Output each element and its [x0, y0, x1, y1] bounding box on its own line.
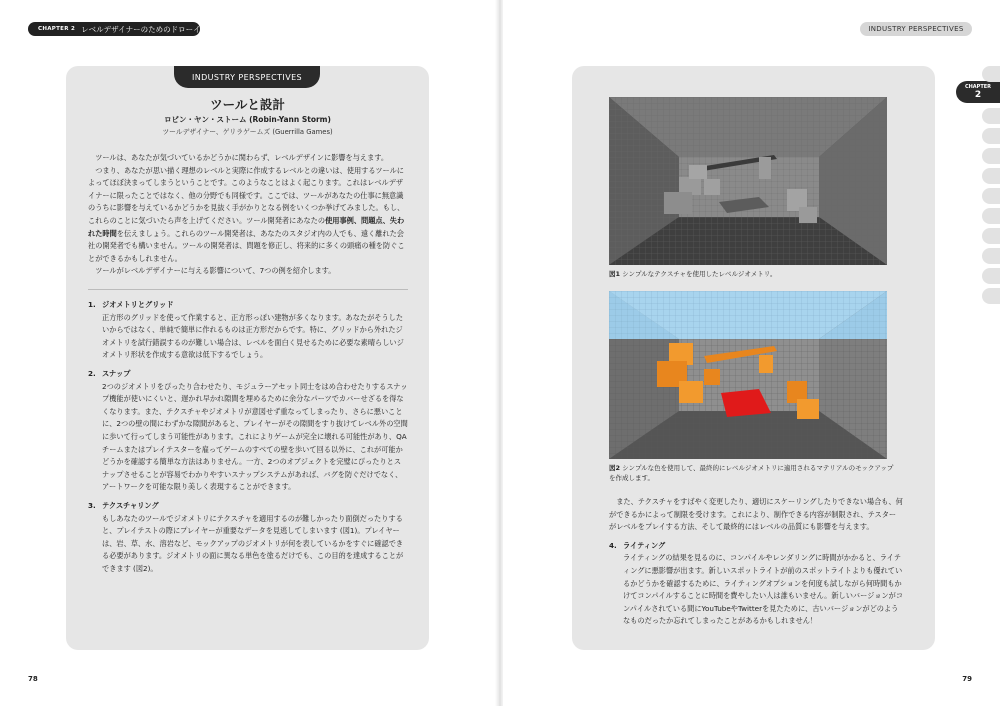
chapter-index-tab: [982, 188, 1000, 204]
list-item: [609, 540, 903, 628]
figure-1-image: [609, 97, 887, 265]
item-body: 正方形のグリッドを使って作業すると、正方形っぽい建物が多くなります。あなたがそうしたいからではなく、単純で簡単に作れるものは正方形だからです。特に、グリッドから外れたジオメトリを試行錯誤するのが難しい場合は、レベルを面白く見せるために必要な素晴らしいジオメトリ形状を作成する意欲は低下するでしょう。: [102, 312, 404, 360]
left-page: [0, 0, 497, 706]
item-title: テクスチャリング: [102, 500, 159, 510]
chapter-index-tab: [982, 288, 1000, 304]
box-tab: INDUSTRY PERSPECTIVES: [174, 66, 320, 88]
industry-perspectives-box-continued: [572, 66, 935, 650]
chapter-header: [28, 22, 216, 36]
item-body: 2つのジオメトリをぴったり合わせたり、モジュラーアセット同士をはめ合わせたりするスナップ機能が使いにくいと、遅かれ早かれ隙間を埋めるために余分なパーツでカバーせざるを得なくなります。また、テクスチャやジオメトリが意図せず重なってしまったり、さらに悪いことに、2つの壁の間にわずかな隙間があると、プレイヤーがその隙間をすり抜けてレベル外の空間に歩いて行ってしまう可能性があります。これによりゲームが完全に壊れる可能性があり、QAチームまたはプレイテスターを雇ってゲームのすべての壁を歩いて回る以外に、これが可能かどうかを確認する簡単な方法はありません。一方、2つのオブジェクトを完璧にぴったりとスナップさせることが容易でわかりやすいスナップシステムがあれば、バグを防ぐだけでなく、アートワークを可能な限り美しく表現することができます。: [102, 381, 408, 492]
chapter-title: レベルデザイナーのためのドローイング: [81, 24, 216, 34]
chapter-index-tab: [982, 268, 1000, 284]
figure-2-caption: 図2 シンプルな色を使用して、最終的にレベルジオメトリに適用されるマテリアルのモックアップを作成します。: [609, 464, 894, 482]
continuation-paragraph: また、テクスチャをすばやく変更したり、適切にスケーリングしたりできない場合も、何ができるかによって制限を受けます。これにより、制作できる内容が制限され、テスターがレベルをプレイする方法、そして最終的にはレベルの品質にも影響を与えます。: [609, 497, 903, 532]
chapter-index-tab: [982, 208, 1000, 224]
chapter-index-tab: [982, 148, 1000, 164]
side-tab-number: 2: [974, 90, 982, 100]
list-item: [88, 500, 408, 576]
item-title: ジオメトリとグリッド: [102, 300, 174, 309]
chapter-index-tab: [982, 108, 1000, 124]
continuation-text: [609, 496, 903, 634]
figure-2-image: [609, 291, 887, 459]
chapter-index-tab: [982, 168, 1000, 184]
divider: [88, 289, 408, 290]
author-affiliation: ツールデザイナー、ゲリラゲームズ (Guerrilla Games): [162, 128, 333, 136]
intro-paragraph: つまり、あなたが思い描く理想のレベルと実際に作成するレベルとの違いは、使用するツールによってほぼ決まってしまうということです。このようなことはよく起こります。これはレベルデザイナーに限ったことではなく、他の分野でも同様です。ここでは、ツールがあなたの仕事に無意識のうちに影響を与えているかどうかを見抜く手がかりとなる例をいくつか挙げてみました。もし、これらのことに気づいたら声を上げてください。ツール開発者にあなたの使用事例、問題点、失われた時間を伝えましょう。これらのツール開発者は、あなたのスタジオ内の人でも、遠く離れた会社の開発者でも構いません。ツールの開発者は、問題を修正し、将来的に多くの頭痛の種を防ぐことができるかもしれません。: [88, 165, 405, 263]
chapter-index-tab: [982, 66, 1000, 82]
chapter-index-tab: [982, 128, 1000, 144]
article-title: ツールと設計: [210, 97, 285, 112]
page-number: 78: [28, 675, 38, 683]
figure-1-caption: 図1 シンプルなテクスチャを使用したレベルジオメトリ。: [609, 270, 777, 278]
item-number: 3.: [88, 500, 96, 510]
list-item: [88, 368, 408, 494]
item-body: ライティングの結果を見るのに、コンパイルやレンダリングに時間がかかると、ライティングに悪影響が出ます。新しいスポットライトが前のスポットライトよりも優れているかどうかを確認するために、ライティングオプションを何度も試しながら何時間もかけてコンパイルすることに時間を費やしたい人は誰もいません。新しいバージョンがコンパイルされている間にYouTubeやTwitterを見たために、古いバージョンがどのようなものだったか忘れてしまったことがあるかもしれません！: [623, 553, 903, 626]
example-list: [88, 299, 408, 581]
right-page: [503, 0, 1000, 706]
item-title: ライティング: [623, 540, 666, 550]
page-number: 79: [962, 675, 972, 683]
chapter-label: CHAPTER 2: [38, 26, 76, 32]
side-tab-label: CHAPTER: [964, 84, 992, 90]
intro-paragraph: ツールがレベルデザイナーに与える影響について、7つの例を紹介します。: [95, 266, 336, 276]
item-body: もしあなたのツールでジオメトリにテクスチャを適用するのが難しかったり面倒だったりすると、プレイテストの際にプレイヤーが重要なデータを見逃してしまいます (図1)。プレイヤーは、岩、草、水、溶岩など、モックアップのジオメトリが何を表しているかをすぐに確認できる必要があります。ジオメトリの面に異なる単色を塗るだけでも、この目的を達成することができます (図2)。: [102, 513, 404, 573]
item-number: 2.: [88, 368, 96, 378]
item-number: 1.: [88, 300, 96, 309]
intro-text: [88, 152, 408, 278]
item-title: スナップ: [102, 368, 131, 378]
chapter-index-tab: [982, 248, 1000, 264]
section-header: INDUSTRY PERSPECTIVES: [860, 22, 972, 36]
intro-paragraph: ツールは、あなたが気づいているかどうかに関わらず、レベルデザインに影響を与えます。: [95, 153, 389, 162]
author-name: ロビン・ヤン・ストーム (Robin-Yann Storm): [164, 115, 331, 124]
chapter-index-tab: [982, 228, 1000, 244]
list-item: [88, 299, 408, 362]
item-number: 4.: [609, 540, 617, 550]
chapter-side-tab: [956, 81, 1000, 103]
industry-perspectives-box: [66, 66, 429, 650]
